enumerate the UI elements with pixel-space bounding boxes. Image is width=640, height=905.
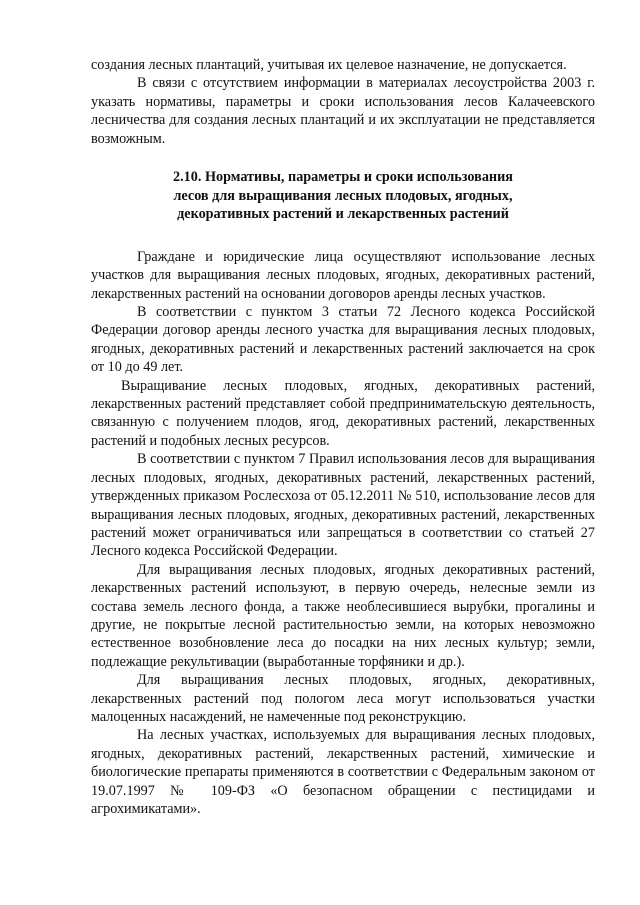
section-heading-line-3: декоративных растений и лекарственных растений bbox=[177, 206, 509, 223]
paragraph-under-canopy: Для выращивания лесных плодовых, ягодных, декоративных, лекарственных растений под пологом леса могут использоваться участки малоценных насаждений, не намеченные под реконструкцию. bbox=[91, 672, 595, 725]
document-page bbox=[91, 56, 595, 818]
paragraph-lease-term: В соответствии с пунктом 3 статьи 72 Лесного кодекса Российской Федерации договор аренды лесного участка для выращивания лесных плодовых, ягодных, декоративных растений и лекарственных растений заключается на срок от 10 до 49 лет. bbox=[91, 304, 595, 376]
paragraph-citizens-lease: Граждане и юридические лица осуществляют использование лесных участков для выращивания лесных плодовых, ягодных, декоративных растений, лекарственных растений на основании договоров аренды лесных участков. bbox=[91, 248, 595, 302]
paragraph-chemical-preparations: На лесных участках, используемых для выращивания лесных плодовых, ягодных, декоративных растений, лекарственных растений, химические и биологические препараты применяются в соответствии с Федеральным законом от 19.07.1997 № 109-ФЗ «О безопасном обращении с пестицидами и агрохимикатами». bbox=[91, 727, 595, 817]
paragraph-entrepreneurial-activity: Выращивание лесных плодовых, ягодных, декоративных растений, лекарственных растений представляет собой предпринимательскую деятельность, связанную с получением плодов, ягод, декоративных растений, лекарственных растений и подобных лесных ресурсов. bbox=[91, 377, 595, 449]
paragraph-no-information: В связи с отсутствием информации в материалах лесоустройства 2003 г. указать нормативы, параметры и сроки использования лесов Калачеевского лесничества для создания лесных плантаций и их эксплуатации не представляется возможным. bbox=[91, 75, 595, 147]
section-heading-line-1: 2.10. Нормативы, параметры и сроки использования bbox=[173, 169, 513, 186]
paragraph-rules-restrictions: В соответствии с пунктом 7 Правил использования лесов для выращивания лесных плодовых, ягодных, декоративных растений, лекарственных растений, утвержденных приказом Рослесхоза от 05.12.2011 № 510, использование лесов для выращивания лесных плодовых, ягодных, декоративных растений, лекарственных растений может ограничиваться или запрещаться в соответствии со статьей 27 Лесного кодекса Российской Федерации. bbox=[91, 451, 595, 560]
paragraph-plantations-end: создания лесных плантаций, учитывая их целевое назначение, не допускается. bbox=[91, 57, 567, 73]
paragraph-land-use-priority: Для выращивания лесных плодовых, ягодных декоративных растений, лекарственных растений используют, в первую очередь, нелесные земли из состава земель лесного фонда, а также необлесившиеся вырубки, прогалины и другие, не покрытые лесной растительностью земли, на которых невозможно естественное возобновление леса до посадки на них лесных культур; земли, подлежащие рекультивации (выработанные торфяники и др.). bbox=[91, 561, 595, 670]
section-heading-line-2: лесов для выращивания лесных плодовых, ягодных, bbox=[173, 187, 513, 204]
section-heading-2-10 bbox=[91, 168, 595, 224]
